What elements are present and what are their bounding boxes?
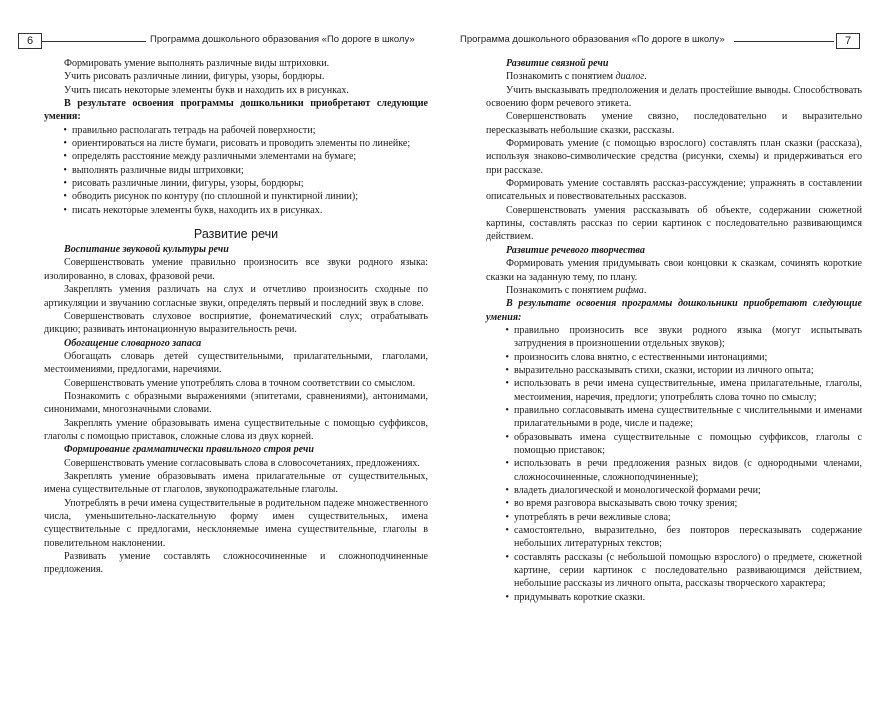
paragraph: Совершенствовать умение правильно произносить все звуки родного языка: изолированно, в словах, фразовой речи. <box>44 257 428 282</box>
text-span: . <box>643 284 647 296</box>
list-item: • придумывать короткие сказки. <box>514 591 862 604</box>
paragraph: Формировать умения придумывать свои концовки к сказкам, сочинять короткие сказки на заданную тему, по плану. <box>486 258 862 283</box>
left-header-title: Программа дошкольного образования «По дороге в школу» <box>150 34 415 45</box>
subsection-heading: Развитие речевого творчества <box>506 244 645 256</box>
right-page-content <box>486 57 862 604</box>
list-item: • правильно произносить все звуки родного языка (могут испытывать затруднения в произношении отдельных звуков); <box>514 324 862 351</box>
intro-line: Учить писать некоторые элементы букв и находить их в рисунках. <box>64 84 349 96</box>
list-item: • выполнять различные виды штриховки; <box>72 164 428 177</box>
paragraph: Учить высказывать предположения и делать простейшие выводы. Способствовать освоению форм речевого этикета. <box>486 84 862 110</box>
list-item: • владеть диалогической и монологической формами речи; <box>514 484 862 497</box>
intro-line: Формировать умение выполнять различные виды штриховки. <box>64 58 330 69</box>
list-item: • правильно располагать тетрадь на рабочей поверхности; <box>72 124 428 137</box>
intro-line: Учить рисовать различные линии, фигуры, узоры, бордюры. <box>64 71 325 83</box>
paragraph: Совершенствовать слуховое восприятие, фонематический слух; отрабатывать дикцию; развивать интонационную выразительность речи. <box>44 310 428 336</box>
left-page-content <box>44 57 428 577</box>
paragraph: Совершенствовать умение согласовывать слова в словосочетаниях, предложениях. <box>64 457 420 469</box>
subsection-heading: Воспитание звуковой культуры речи <box>64 244 229 256</box>
left-page-number: 6 <box>18 33 42 49</box>
list-item: • произносить слова внятно, с естественными интонациями; <box>514 351 862 364</box>
list-item: • использовать в речи имена существительные, имена прилагательные, глаголы, местоимения, наречия, предлоги; употреблять слова точно по смыслу; <box>514 377 862 404</box>
subsection-heading: Формирование грамматически правильного строя речи <box>64 444 314 456</box>
paragraph: Закреплять умение образовывать имена прилагательные от существительных, имена существительные от глаголов, звукоподражательные глаголы. <box>44 470 428 496</box>
paragraph: Обогащать словарь детей существительными, прилагательными, глаголами, местоимениями, предлогами, наречиями. <box>44 350 428 376</box>
paragraph: Совершенствовать умения рассказывать об объекте, содержании сюжетной картины, составлять рассказ по серии картинок с последовательно развивающимся действием. <box>486 204 862 243</box>
list-item: • рисовать различные линии, фигуры, узоры, бордюры; <box>72 177 428 190</box>
list-item: • употреблять в речи вежливые слова; <box>514 511 862 524</box>
text-span: . <box>644 71 647 83</box>
header-rule <box>734 41 834 42</box>
paragraph: Закреплять умение образовывать имена существительные с помощью суффиксов, глаголы с помощью приставок, сложные слова из двух корней. <box>44 417 428 442</box>
list-item: • правильно согласовывать имена существительные с числительными и именами прилагательными в роде, числе и падеже; <box>514 404 862 431</box>
right-page-number: 7 <box>836 33 860 49</box>
list-item: • самостоятельно, выразительно, без повторов пересказывать содержание небольших литературных текстов; <box>514 524 862 551</box>
list-item: • образовывать имена существительные с помощью суффиксов, глаголы с помощью приставок; <box>514 431 862 458</box>
paragraph: Закреплять умения различать на слух и отчетливо произносить сходные по артикуляции и звучанию согласные звуки, определять первый и последний звук в слове. <box>44 284 428 309</box>
paragraph: Совершенствовать умение связно, последовательно и выразительно пересказывать небольшие сказки, рассказы. <box>486 111 862 136</box>
subsection-heading: Обогащение словарного запаса <box>64 337 202 349</box>
list-item: • использовать в речи предложения разных видов (с однородными членами, сложносочиненные, сложноподчиненные); <box>514 457 862 484</box>
list-item: • писать некоторые элементы букв, находить их в рисунках. <box>72 204 428 217</box>
paragraph <box>486 284 862 297</box>
paragraph: Познакомить с образными выражениями (эпитетами, сравнениями), антонимами, синонимами, многозначными словами. <box>44 390 428 416</box>
term-dialog: диалог <box>615 71 645 83</box>
left-page <box>18 0 432 704</box>
paragraph: Совершенствовать умение употреблять слова в точном соответствии со смыслом. <box>64 377 416 389</box>
paragraph <box>486 70 862 83</box>
term-rhyme: рифма <box>615 284 644 296</box>
list-item: • ориентироваться на листе бумаги, рисовать и проводить элементы по линейке; <box>72 137 428 150</box>
right-header-title: Программа дошкольного образования «По дороге в школу» <box>460 34 725 45</box>
text-span: Познакомить с понятием <box>506 284 616 296</box>
left-page-header <box>18 33 432 49</box>
results-list <box>486 324 862 604</box>
list-item: • составлять рассказы (с небольшой помощью взрослого) о предмете, сюжетной картине, серии картинок с последовательно развивающимся действием, небольшие рассказы из личного опыта, рассказы творческого характера; <box>514 551 862 591</box>
paragraph: Развивать умение составлять сложносочиненные и сложноподчиненные предложения. <box>44 551 428 576</box>
header-rule <box>42 41 146 42</box>
results-list <box>44 124 428 217</box>
list-item: • во время разговора высказывать свою точку зрения; <box>514 497 862 510</box>
results-heading: В результате освоения программы дошкольники приобретают следующие умения: <box>486 298 862 323</box>
results-heading: В результате освоения программы дошкольники приобретают следующие умения: <box>44 98 428 123</box>
section-title: Развитие речи <box>193 227 279 242</box>
list-item: • определять расстояние между различными элементами на бумаге; <box>72 150 428 163</box>
paragraph: Употреблять в речи имена существительные в родительном падеже множественного числа, уменьшительно-ласкательную форму имен существительных, имена существительные с предлогами, несклоняемые имена существительные, глаголы в повелительном наклонении. <box>44 497 428 549</box>
subsection-heading: Развитие связной речи <box>506 58 609 69</box>
paragraph: Формировать умение (с помощью взрослого) составлять план сказки (рассказа), используя знаково-символические средства (рисунки, схемы) и придерживаться его при рассказе. <box>486 138 862 176</box>
list-item: • обводить рисунок по контуру (по сплошной и пунктирной линии); <box>72 190 428 203</box>
paragraph: Формировать умение составлять рассказ-рассуждение; упражнять в составлении описательных и повествовательных рассказов. <box>486 178 862 203</box>
right-page <box>452 0 866 704</box>
text-span: Познакомить с понятием <box>506 71 616 83</box>
right-page-header <box>452 33 866 49</box>
list-item: • выразительно рассказывать стихи, сказки, истории из личного опыта; <box>514 364 862 377</box>
